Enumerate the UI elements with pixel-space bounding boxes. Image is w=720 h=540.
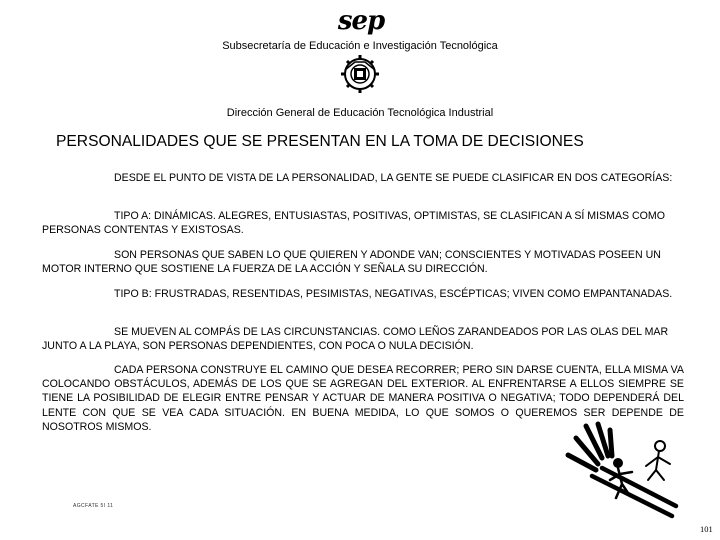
walking-figures-illustration <box>560 420 680 520</box>
paragraph-5: SE MUEVEN AL COMPÁS DE LAS CIRCUNSTANCIAS. COMO LEÑOS ZARANDEADOS POR LAS OLAS DEL MAR JUNTO A LA PLAYA, SON PERSONAS DEPENDIENTES, CON POCA O NULA DECISIÓN. <box>42 326 669 353</box>
paragraph-1: DESDE EL PUNTO DE VISTA DE LA PERSONALIDAD, LA GENTE SE PUEDE CLASIFICAR EN DOS CATEGORÍAS: <box>114 172 673 184</box>
page-number: 101 <box>700 524 713 534</box>
footer-code: AGCFATE 5I 11 <box>73 503 114 509</box>
dgeti-emblem-icon <box>339 52 381 96</box>
paragraph-3: SON PERSONAS QUE SABEN LO QUE QUIEREN Y ADONDE VAN; CONSCIENTES Y MOTIVADAS POSEEN UN MOTOR INTERNO QUE SOSTIENE LA FUERZA DE LA ACCIÓN Y SEÑALA SU DIRECCIÓN. <box>42 249 661 276</box>
direccion-heading: Dirección General de Educación Tecnológica Industrial <box>226 107 494 119</box>
sep-logo: sep <box>337 6 385 36</box>
paragraph-2: TIPO A: DINÁMICAS. ALEGRES, ENTUSIASTAS, POSITIVAS, OPTIMISTAS, SE CLASIFICAN A SÍ MISMAS COMO PERSONAS CONTENTAS Y EXISTOSAS. <box>42 210 665 237</box>
subsecretaria-heading: Subsecretaría de Educación e Investigación Tecnológica <box>222 40 498 52</box>
paragraph-4: TIPO B: FRUSTRADAS, RESENTIDAS, PESIMISTAS, NEGATIVAS, ESCÉPTICAS; VIVEN COMO EMPANTANADAS. <box>114 288 673 300</box>
paragraph-6: CADA PERSONA CONSTRUYE EL CAMINO QUE DESEA RECORRER; PERO SIN DARSE CUENTA, ELLA MISMA VA COLOCANDO OBSTÁCULOS, ADEMÁS DE LOS QUE SE AGREGAN DEL EXTERIOR. AL ENFRENTARSE A ELLOS SIEMPRE SE TIENE LA POSIBILIDAD DE ELEGIR ENTRE PENSAR Y ACTUAR DE MANERA POSITIVA O NEGATIVA; TODO DEPENDERÁ DEL LENTE CON QUE SE VEA CADA SITUACIÓN. EN BUENA MEDIDA, LO QUE SOMOS O QUEREMOS SER DEPENDE DE NOSOTROS MISMOS. <box>42 364 684 433</box>
page-title: PERSONALIDADES QUE SE PRESENTAN EN LA TOMA DE DECISIONES <box>56 133 584 150</box>
